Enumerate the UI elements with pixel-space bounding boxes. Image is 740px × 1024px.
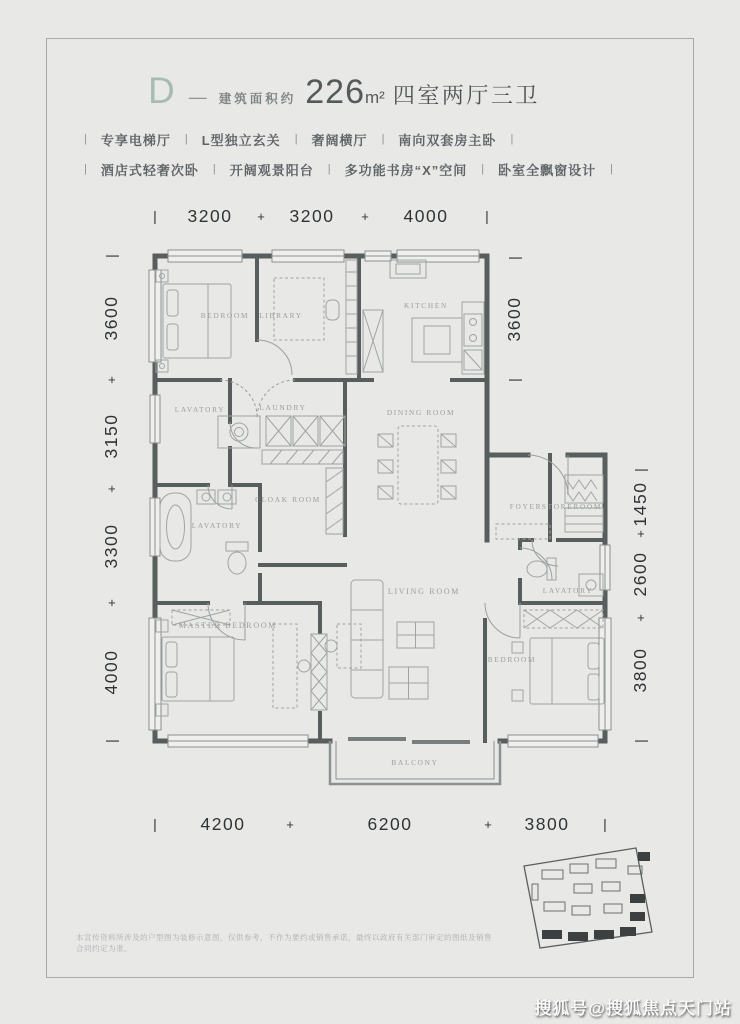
feature-row-2 bbox=[84, 154, 613, 184]
dim-plus: + bbox=[484, 817, 492, 832]
dim-value: 4200 bbox=[200, 814, 246, 834]
room-labels bbox=[175, 301, 602, 767]
room-label-library: LIBRARY bbox=[259, 311, 303, 320]
title-dash: — bbox=[188, 87, 207, 107]
separator: | bbox=[84, 133, 87, 145]
dim-tick: | bbox=[603, 816, 607, 832]
separator: | bbox=[381, 133, 385, 145]
watermark: 搜狐号@搜狐焦点天门站 bbox=[534, 999, 732, 1018]
room-label-living-room: LIVING ROOM bbox=[387, 587, 461, 596]
feature-item: 酒店式轻奢次卧 bbox=[100, 162, 199, 178]
feature-row-1 bbox=[84, 124, 613, 154]
dim-tick: | bbox=[153, 208, 157, 224]
dim-tick: | bbox=[153, 816, 157, 832]
area-unit: m² bbox=[364, 88, 385, 107]
room-label-balcony: BALCONY bbox=[391, 758, 439, 767]
room-label-kitchen: KITCHEN bbox=[404, 301, 448, 310]
dim-value: 1450 bbox=[630, 481, 650, 527]
dimension-top bbox=[153, 206, 489, 226]
dim-value: 3200 bbox=[289, 206, 335, 226]
dim-tick: | bbox=[632, 468, 648, 472]
separator: | bbox=[610, 163, 614, 175]
dim-tick: | bbox=[485, 208, 489, 224]
separator: | bbox=[212, 163, 216, 175]
feature-list bbox=[84, 124, 613, 184]
dim-value: 4000 bbox=[101, 649, 121, 695]
area-value: 226 bbox=[305, 73, 365, 111]
dim-plus: + bbox=[633, 614, 648, 622]
dim-plus: + bbox=[104, 485, 119, 493]
dim-tick: | bbox=[103, 739, 119, 743]
room-label-laundry: LAUNDRY bbox=[259, 403, 307, 412]
room-label-foyer: FOYER bbox=[509, 502, 543, 511]
room-label-master-bedroom: MASTER BEDROOM bbox=[178, 621, 278, 630]
dim-value: 3150 bbox=[101, 413, 121, 459]
room-label-bedroom-second: BEDROOM bbox=[487, 655, 537, 664]
dim-tick: | bbox=[506, 378, 522, 382]
area-label: 建筑面积约 bbox=[218, 92, 297, 106]
dim-plus: + bbox=[104, 376, 119, 384]
separator: | bbox=[481, 163, 485, 175]
dim-tick: | bbox=[103, 254, 119, 258]
separator: | bbox=[327, 163, 331, 175]
dim-value: 3600 bbox=[101, 295, 121, 341]
dim-value: 3200 bbox=[187, 206, 233, 226]
dim-value: 4000 bbox=[403, 206, 449, 226]
plan-letter: D bbox=[148, 70, 175, 111]
dim-value: 6200 bbox=[367, 814, 413, 834]
room-label-lavatory-suite: LAVATORY bbox=[542, 586, 594, 595]
feature-item: 南向双套房主卧 bbox=[398, 132, 497, 148]
dimension-bottom bbox=[153, 814, 607, 834]
dimension-right-lower bbox=[630, 468, 650, 743]
dim-plus: + bbox=[286, 817, 294, 832]
feature-item: 多功能书房“X”空间 bbox=[344, 162, 468, 178]
dim-tick: | bbox=[506, 256, 522, 260]
room-label-cloak-room: CLOAK ROOM bbox=[255, 495, 321, 504]
dim-value: 3300 bbox=[101, 523, 121, 569]
separator: | bbox=[510, 133, 514, 145]
feature-item: 专享电梯厅 bbox=[100, 132, 171, 148]
dimension-right-upper bbox=[504, 256, 524, 382]
dim-value: 2600 bbox=[630, 551, 650, 597]
floor-plan bbox=[60, 190, 680, 860]
rooms-description: 四室两厅三卫 bbox=[392, 83, 540, 108]
feature-item: 卧室全飘窗设计 bbox=[498, 162, 597, 178]
dim-value: 3600 bbox=[504, 296, 524, 342]
dim-plus: + bbox=[361, 209, 369, 224]
dim-value: 3800 bbox=[630, 647, 650, 693]
dim-plus: + bbox=[104, 599, 119, 607]
feature-item: L型独立玄关 bbox=[201, 132, 281, 148]
feature-item: 开阔观景阳台 bbox=[229, 162, 314, 178]
dim-value: 3800 bbox=[524, 814, 570, 834]
separator: | bbox=[294, 133, 298, 145]
room-label-storeroom: STOREROOM bbox=[541, 502, 603, 511]
dimension-left bbox=[101, 254, 121, 743]
page-title bbox=[148, 70, 540, 112]
room-label-lavatory-small: LAVATORY bbox=[174, 405, 226, 414]
dim-plus: + bbox=[633, 530, 648, 538]
feature-item: 奢阔横厅 bbox=[311, 132, 368, 148]
dim-tick: | bbox=[632, 739, 648, 743]
separator: | bbox=[84, 163, 87, 175]
room-label-dining-room: DINING ROOM bbox=[386, 408, 456, 417]
separator: | bbox=[184, 133, 188, 145]
furniture bbox=[156, 260, 604, 716]
site-plan-map bbox=[512, 842, 662, 954]
room-label-lavatory-master: LAVATORY bbox=[191, 521, 243, 530]
dim-plus: + bbox=[257, 209, 265, 224]
room-label-bedroom-top: BEDROOM bbox=[200, 311, 250, 320]
disclaimer-text: 本宣传资料所涉及的户型图为装修示意图，仅供参考，不作为要约或销售承诺，最终以政府有关部门审定的图纸及销售合同约定为准。 bbox=[76, 933, 492, 953]
